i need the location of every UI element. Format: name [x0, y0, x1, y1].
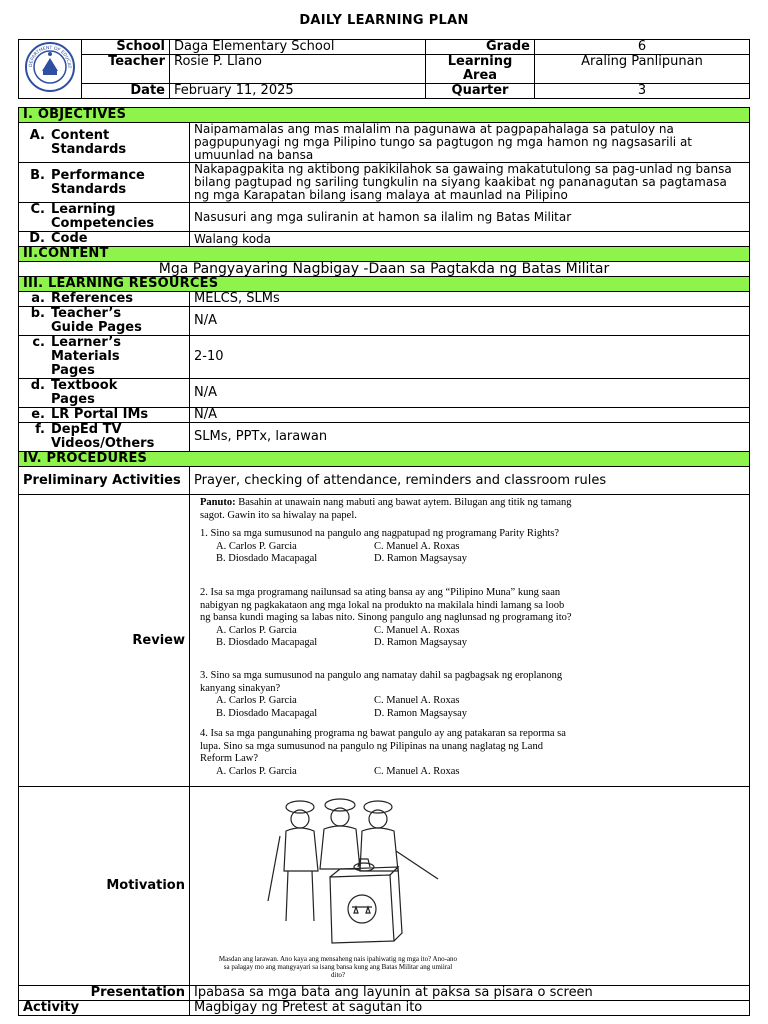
- learning-competencies-label: C. Learning Competencies: [19, 203, 190, 232]
- content-standards-value: Naipamamalas ang mas malalim na pagunawa at pagpapahalaga sa patuloy na pagpupunyagi ng mga Pilipino tungo sa pagtugon ng mga hamon ng nagsasarili at umuunlad na bansa: [190, 123, 750, 163]
- learning-resources-header: III. LEARNING RESOURCES: [19, 277, 750, 292]
- presentation-value: Ipabasa sa mga bata ang layunin at paksa sa pisara o screen: [190, 986, 750, 1001]
- lr-portal-label: e. LR Portal IMs: [19, 408, 190, 423]
- activity-label: Activity: [19, 1001, 190, 1016]
- review-label: Review: [19, 495, 190, 787]
- activity-value: Magbigay ng Pretest at sagutan ito: [190, 1001, 750, 1016]
- motivation-caption: Masdan ang larawan. Ano kaya ang mensaheng nais ipahiwatig ng mga ito? Ano-ano sa palagay mo ang mangyayari sa isang bansa kung ang Batas Militar ang umiiral dito?: [218, 955, 458, 979]
- review-question-3: 3. Sino sa mga sumusunod na pangulo ang namatay dahil sa pagbagsak ng eroplanong kanyang sinakyan? A. Carlos P. Garcia C. Manuel A. Roxas B. Diosdado Macapagal D. Ramon Magsaysay: [200, 670, 563, 719]
- school-label: School: [82, 40, 170, 55]
- teacher-value: Rosie P. Llano: [170, 55, 426, 84]
- date-value: February 11, 2025: [170, 84, 426, 99]
- references-label: a. References: [19, 292, 190, 307]
- textbook-pages-value: N/A: [190, 379, 750, 408]
- content-header: II.CONTENT: [19, 247, 750, 262]
- document-title: DAILY LEARNING PLAN: [299, 13, 469, 28]
- school-value: Daga Elementary School: [170, 40, 426, 55]
- learning-area-label: Learning Area: [426, 55, 535, 84]
- martial-law-illustration: [260, 791, 490, 956]
- svg-text:DEPARTMENT OF EDUCATION: DEPARTMENT OF EDUCAT: [28, 45, 72, 69]
- code-label: D. Code: [19, 232, 190, 247]
- textbook-pages-label: d. Textbook Pages: [19, 379, 190, 408]
- learning-competencies-value: Nasusuri ang mga suliranin at hamon sa ilalim ng Batas Militar: [190, 203, 750, 232]
- preliminary-value: Prayer, checking of attendance, reminders and classroom rules: [190, 467, 750, 495]
- teachers-guide-label: b. Teacher’s Guide Pages: [19, 307, 190, 336]
- motivation-image: [190, 787, 750, 986]
- code-value: Walang koda: [190, 232, 750, 247]
- content-title: Mga Pangyayaring Nagbigay -Daan sa Pagtakda ng Batas Militar: [19, 262, 750, 277]
- learning-area-value: Araling Panlipunan: [535, 55, 750, 84]
- teacher-label: Teacher: [82, 55, 170, 84]
- content-standards-label: A. Content Standards: [19, 123, 190, 163]
- date-label: Date: [82, 84, 170, 99]
- grade-value: 6: [535, 40, 750, 55]
- deped-tv-value: SLMs, PPTx, larawan: [190, 423, 750, 452]
- objectives-header: I. OBJECTIVES: [19, 108, 750, 123]
- review-quiz-image: [190, 495, 750, 787]
- lesson-plan-table: [18, 107, 750, 1016]
- performance-standards-value: Nakapagpakita ng aktibong pakikilahok sa gawaing makatutulong sa pag-unlad ng bansa bilang pagtupad ng sariling tungkulin na siyang kaakibat ng pananagutan sa pagtamasa ng mga Karapatan bilang isang malaya at maunlad na Pilipino: [190, 163, 750, 203]
- review-question-4: 4. Isa sa mga pangunahing programa ng bawat pangulo ay ang patakaran sa reporma sa lupa. Sino sa mga sumusunod na pangulo ng Pilipinas na unang naglatag ng Land Reform Law? A. Carlos P. Garcia C. Manuel A. Roxas: [200, 728, 566, 777]
- quarter-label: Quarter: [426, 84, 535, 99]
- learners-materials-label: c. Learner’s Materials Pages: [19, 336, 190, 379]
- review-question-1: 1. Sino sa mga sumusunod na pangulo ang nagpatupad ng programang Parity Rights? A. Carlos P. Garcia C. Manuel A. Roxas B. Diosdado Macapagal D. Ramon Magsaysay: [200, 528, 559, 564]
- references-value: MELCS, SLMs: [190, 292, 750, 307]
- review-directions: Panuto: Basahin at unawain nang mabuti ang bawat aytem. Bilugan ang titik ng tamang sagot. Gawin ito sa hiwalay na papel.: [200, 497, 572, 521]
- performance-standards-label: B. Performance Standards: [19, 163, 190, 203]
- deped-seal-icon: [24, 41, 76, 93]
- deped-tv-label: f. DepEd TV Videos/Others: [19, 423, 190, 452]
- presentation-label: Presentation: [19, 986, 190, 1001]
- motivation-label: Motivation: [19, 787, 190, 986]
- review-question-2: 2. Isa sa mga programang nailunsad sa ating bansa ay ang “Pilipino Muna” kung saan nabigyan ng pagkakataon ang mga lokal na produkto na makilala hindi lamang sa loob ng bansa kundi maging sa labas nito. Sinong pangulo ang naglunsad ng programang ito? A. Carlos P. Garcia C. Manuel A. Roxas B. Diosdado Macapagal D. Ramon Magsaysay: [200, 587, 572, 648]
- procedures-header: IV. PROCEDURES: [19, 452, 750, 467]
- quarter-value: 3: [535, 84, 750, 99]
- grade-label: Grade: [426, 40, 535, 55]
- teachers-guide-value: N/A: [190, 307, 750, 336]
- deped-logo: [19, 40, 82, 99]
- lr-portal-value: N/A: [190, 408, 750, 423]
- header-table: [18, 39, 750, 99]
- learners-materials-value: 2-10: [190, 336, 750, 379]
- preliminary-label: Preliminary Activities: [19, 467, 190, 495]
